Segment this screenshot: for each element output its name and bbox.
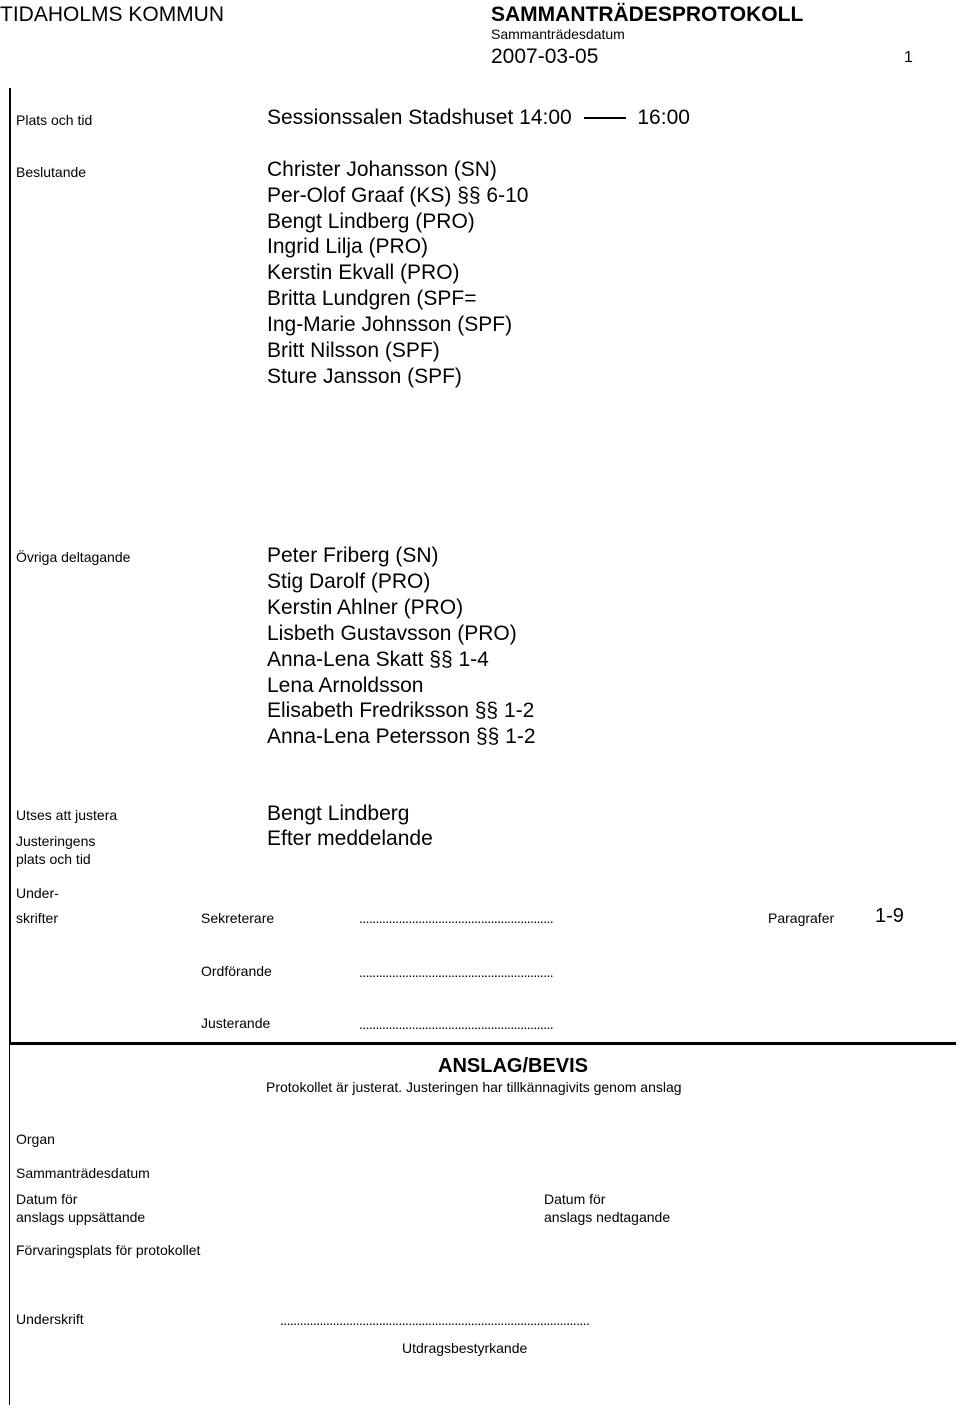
signatures-label-line2: skrifter [16,910,58,926]
signature-label: Underskrift [16,1311,84,1327]
list-item: Kerstin Ahlner (PRO) [267,596,464,619]
list-item: Christer Johansson (SN) [267,158,497,181]
chair-label: Ordförande [201,963,272,979]
list-item: Bengt Lindberg (PRO) [267,210,475,233]
page-number: 1 [904,49,913,66]
list-item: Britt Nilsson (SPF) [267,339,440,362]
removed-date-label-line1: Datum för [544,1191,606,1207]
notice-divider [9,1042,956,1045]
document-title: SAMMANTRÄDESPROTOKOLL [491,3,804,26]
place-time-value: Sessionssalen Stadshuset 14:00 16:00 [267,106,690,129]
adjust-place-value: Efter meddelande [267,827,433,850]
list-item: Kerstin Ekvall (PRO) [267,261,460,284]
appointed-adjuster-value: Bengt Lindberg [267,802,410,825]
storage-place-label: Förvaringsplats för protokollet [16,1242,201,1258]
signature-line: .............................................................................................. [280,1312,590,1328]
place-time-label: Plats och tid [16,112,93,128]
paragraphs-label: Paragrafer [768,910,835,926]
notice-subtitle: Protokollet är justerat. Justeringen har tillkännagivits genom anslag [266,1079,682,1095]
list-item: Per-Olof Graaf (KS) §§ 6-10 [267,184,529,207]
meeting-date-value: 2007-03-05 [491,45,599,68]
list-item: Anna-Lena Petersson §§ 1-2 [267,725,536,748]
secretary-label: Sekreterare [201,910,275,926]
adjuster-label: Justerande [201,1015,271,1031]
list-item: Anna-Lena Skatt §§ 1-4 [267,648,489,671]
list-item: Elisabeth Fredriksson §§ 1-2 [267,699,535,722]
list-item: Ing-Marie Johnsson (SPF) [267,313,513,336]
posted-date-label-line1: Datum för [16,1191,78,1207]
list-item: Peter Friberg (SN) [267,544,439,567]
list-item: Britta Lundgren (SPF= [267,287,477,310]
list-item: Ingrid Lilja (PRO) [267,235,429,258]
list-item: Stig Darolf (PRO) [267,570,431,593]
list-item: Lena Arnoldsson [267,674,424,697]
removed-date-label-line2: anslags nedtagande [544,1209,671,1225]
list-item: Sture Jansson (SPF) [267,365,462,388]
adjuster-signature-line: ........................................................... [359,1016,554,1032]
lower-left-rule [9,1043,10,1405]
meeting-date-label: Sammanträdesdatum [491,26,625,42]
signatures-label-line1: Under- [16,885,59,901]
notice-title: ANSLAG/BEVIS [438,1055,589,1077]
left-margin-rule [9,88,11,1043]
org-name: TIDAHOLMS KOMMUN [0,3,225,26]
deciding-label: Beslutande [16,164,87,180]
posted-date-label-line2: anslags uppsättande [16,1209,146,1225]
chair-signature-line: ........................................................... [359,964,554,980]
secretary-signature-line: ........................................................... [359,910,554,926]
organ-label: Organ [16,1131,55,1147]
adjust-place-label-line2: plats och tid [16,851,91,867]
list-item: Lisbeth Gustavsson (PRO) [267,622,517,645]
paragraphs-value: 1-9 [875,905,904,927]
notice-meeting-date-label: Sammanträdesdatum [16,1165,150,1181]
adjust-place-label-line1: Justeringens [16,833,96,849]
certified-extract-label: Utdragsbestyrkande [402,1340,528,1356]
other-participants-label: Övriga deltagande [16,549,131,565]
appointed-adjuster-label: Utses att justera [16,807,118,823]
